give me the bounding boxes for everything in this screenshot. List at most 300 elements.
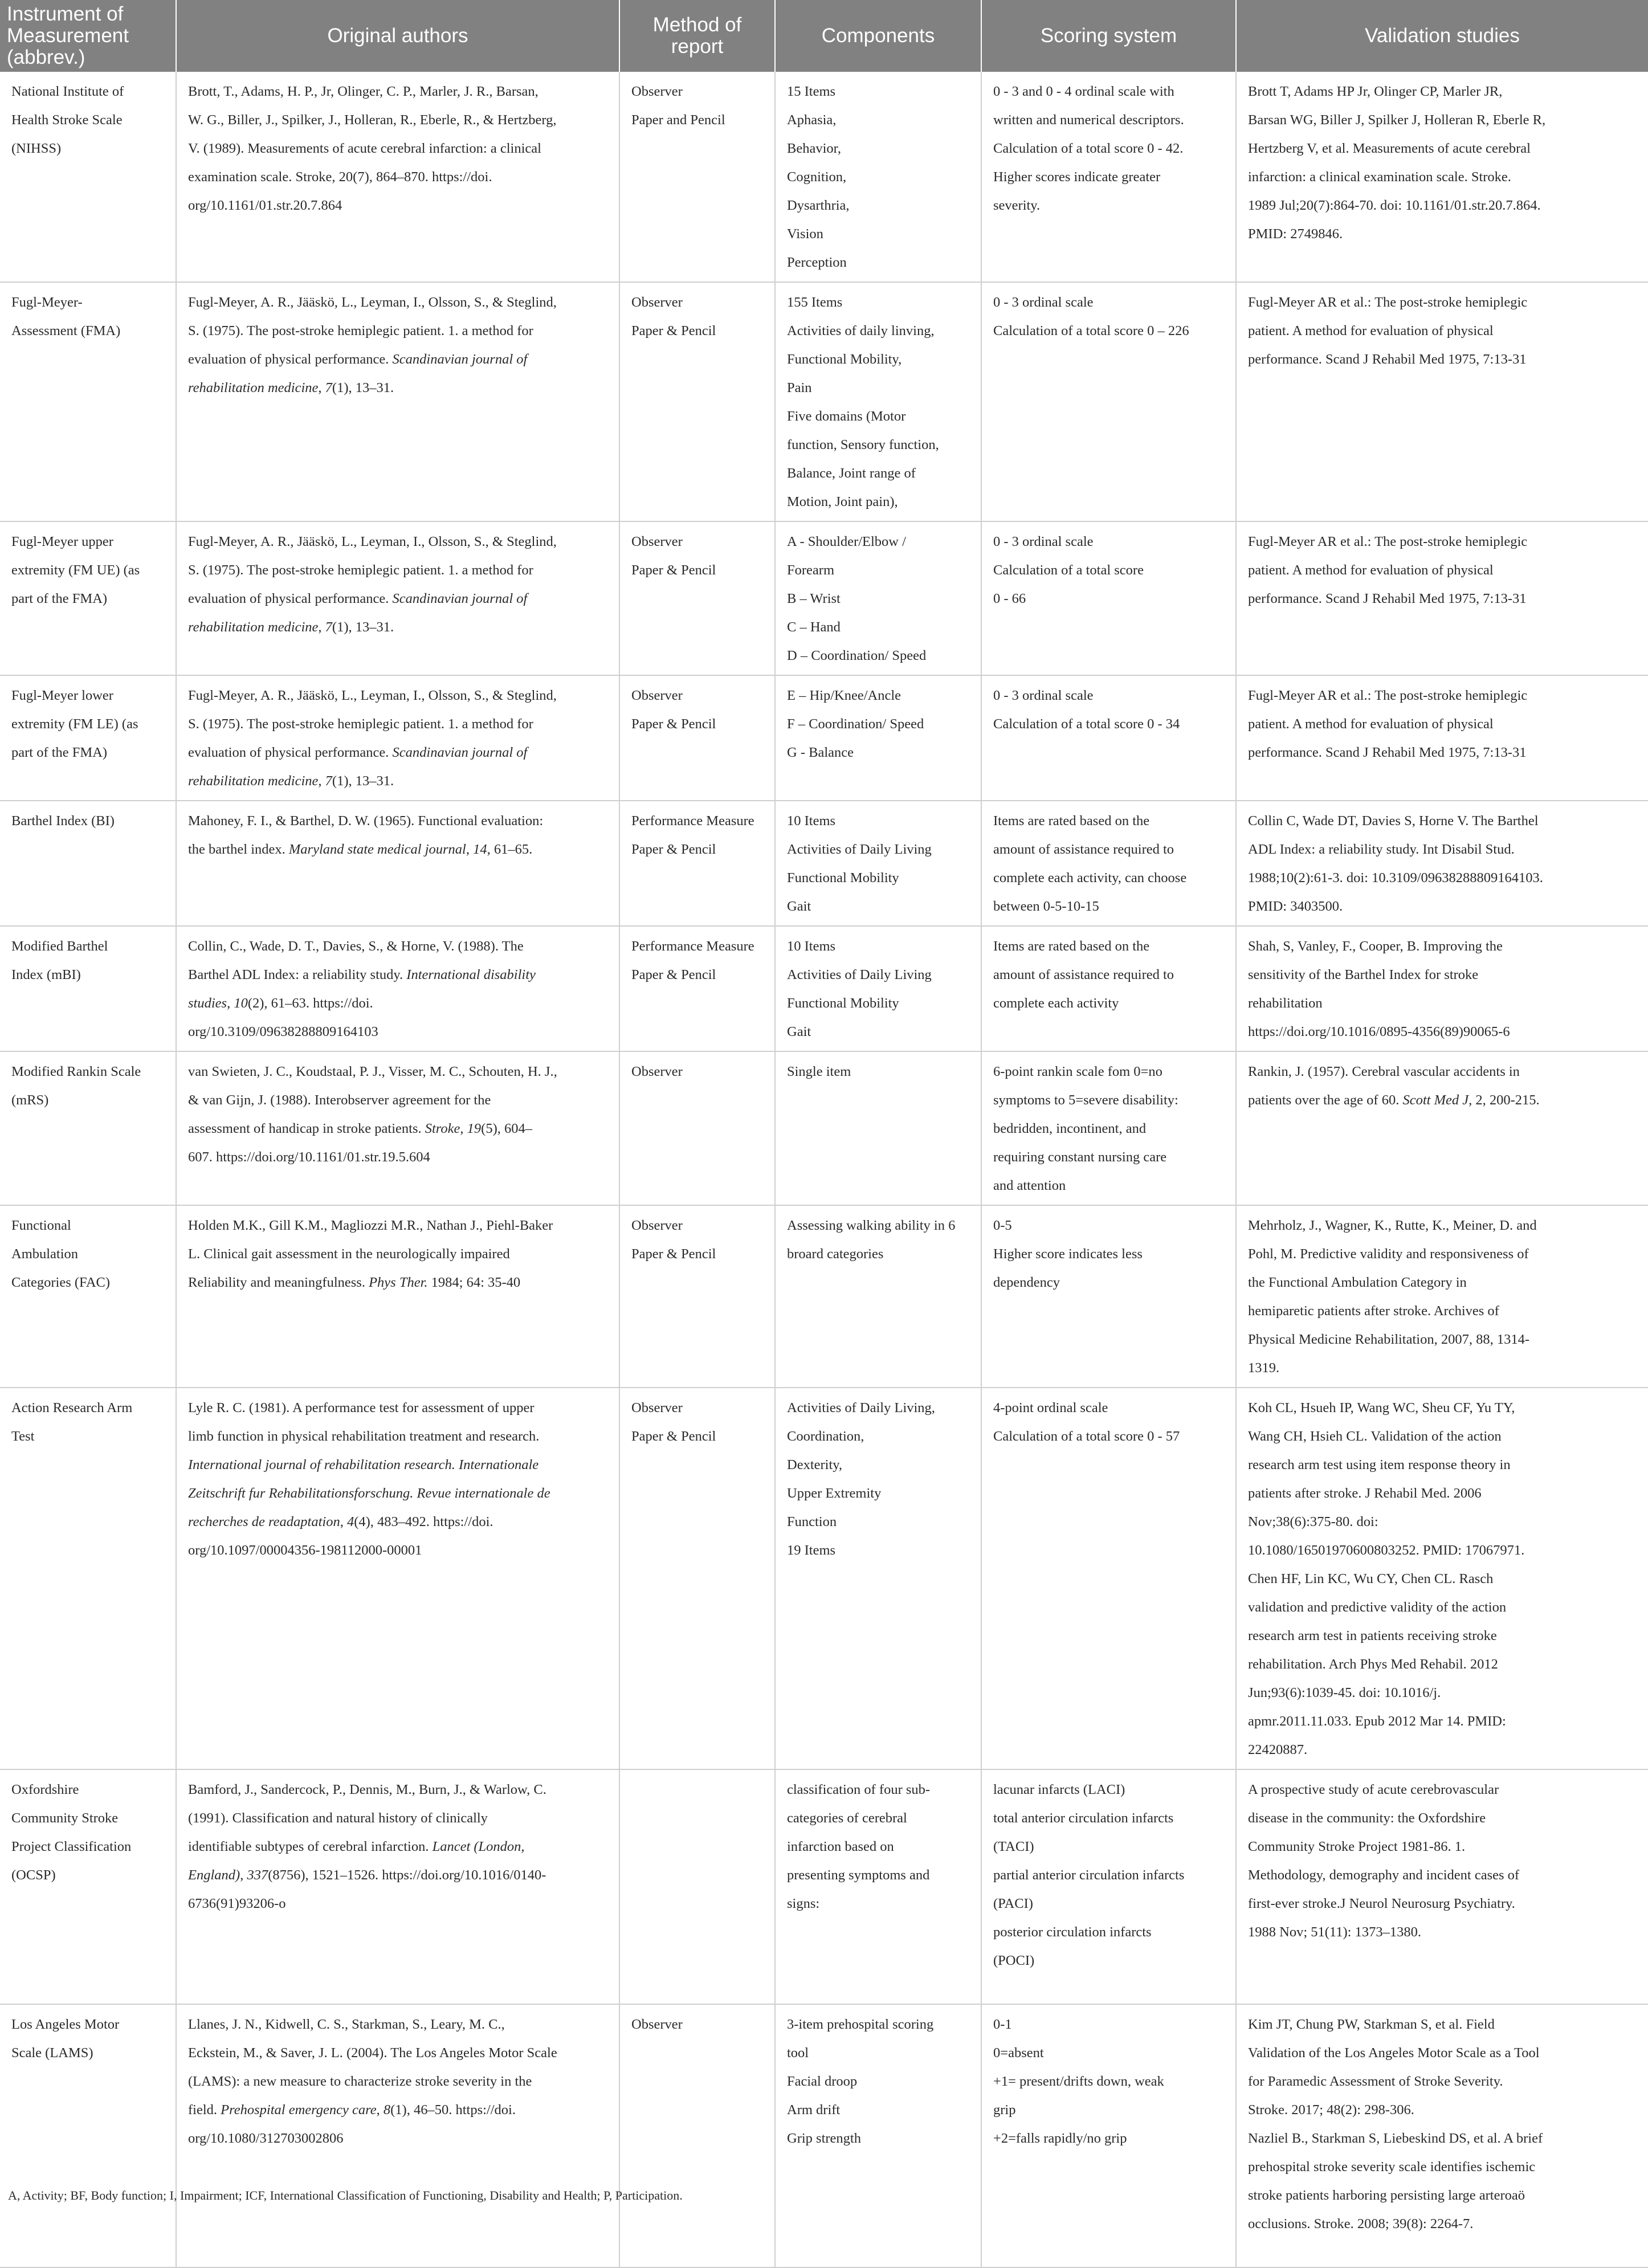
cell-scoring-system [981, 801, 1236, 926]
cell-line: Eckstein, M., & Saver, J. L. (2004). The Los Angeles Motor Scale [188, 2045, 557, 2061]
cell-line: Koh CL, Hsueh IP, Wang WC, Sheu CF, Yu TY, [1248, 1400, 1515, 1416]
cell-line: Jun;93(6):1039-45. doi: 10.1016/j. [1248, 1685, 1441, 1700]
cell-original-authors [176, 282, 619, 521]
cell-line: evaluation of physical performance. Scandinavian journal of [188, 745, 528, 760]
cell-line: PMID: 2749846. [1248, 226, 1343, 242]
cell-line: prehospital stroke severity scale identifies ischemic [1248, 2159, 1536, 2175]
cell-line: rehabilitation medicine, 7(1), 13–31. [188, 773, 394, 789]
cell-line: 155 Items [787, 295, 843, 310]
cell-line: Paper & Pencil [631, 1246, 716, 1262]
cell-method-of-report [619, 72, 775, 282]
cell-original-authors [176, 1769, 619, 2004]
cell-method-of-report [619, 521, 775, 675]
cell-line: S. (1975). The post-stroke hemiplegic patient. 1. a method for [188, 716, 533, 732]
cell-line: Validation of the Los Angeles Motor Scale as a Tool [1248, 2045, 1540, 2061]
cell-line: Mahoney, F. I., & Barthel, D. W. (1965). Functional evaluation: [188, 813, 544, 829]
cell-components [775, 1769, 981, 2004]
cell-line: Stroke. 2017; 48(2): 298-306. [1248, 2102, 1414, 2118]
cell-method-of-report [619, 926, 775, 1051]
cell-line: van Swieten, J. C., Koudstaal, P. J., Visser, M. C., Schouten, H. J., [188, 1064, 557, 1079]
cell-line: Fugl-Meyer upper [11, 534, 113, 549]
header-method-of-report: Method of report [619, 0, 775, 72]
cell-line: 22420887. [1248, 1742, 1308, 1757]
cell-line: Bamford, J., Sandercock, P., Dennis, M., Burn, J., & Warlow, C. [188, 1782, 546, 1797]
cell-line: function, Sensory function, [787, 437, 939, 452]
cell-validation-studies [1236, 675, 1648, 801]
cell-method-of-report [619, 282, 775, 521]
cell-line: 0 - 3 ordinal scale [993, 295, 1094, 310]
cell-line: Performance Measure [631, 939, 754, 954]
cell-line: evaluation of physical performance. Scandinavian journal of [188, 352, 528, 367]
cell-line: ADL Index: a reliability study. Int Disabil Stud. [1248, 842, 1515, 857]
cell-line: patient. A method for evaluation of physical [1248, 562, 1494, 578]
cell-line: Kim JT, Chung PW, Starkman S, et al. Field [1248, 2017, 1495, 2032]
cell-line: posterior circulation infarcts [993, 1924, 1152, 1940]
cell-line: Five domains (Motor [787, 409, 906, 424]
cell-line: Paper & Pencil [631, 562, 716, 578]
cell-line: Observer [631, 534, 683, 549]
cell-line: hemiparetic patients after stroke. Archives of [1248, 1303, 1499, 1319]
cell-line: Forearm [787, 562, 834, 578]
table-row [0, 521, 1648, 675]
cell-line: Activities of Daily Living [787, 842, 932, 857]
cell-line: patients over the age of 60. Scott Med J, 2, 200-215. [1248, 1092, 1540, 1108]
cell-line: patient. A method for evaluation of physical [1248, 323, 1494, 338]
cell-line: 6736(91)93206-o [188, 1896, 286, 1911]
cell-original-authors [176, 2004, 619, 2267]
cell-line: 6-point rankin scale fom 0=no [993, 1064, 1162, 1079]
cell-line: Collin C, Wade DT, Davies S, Horne V. The Barthel [1248, 813, 1539, 829]
cell-line: validation and predictive validity of the action [1248, 1600, 1507, 1615]
cell-validation-studies [1236, 72, 1648, 282]
cell-line: amount of assistance required to [993, 967, 1174, 982]
cell-instrument [0, 1388, 176, 1769]
cell-line: org/10.3109/09638288809164103 [188, 1024, 378, 1039]
cell-scoring-system [981, 72, 1236, 282]
cell-line: complete each activity [993, 996, 1119, 1011]
cell-line: 10.1080/16501970600803252. PMID: 17067971. [1248, 1543, 1525, 1558]
cell-line: sensitivity of the Barthel Index for stroke [1248, 967, 1479, 982]
cell-line: 4-point ordinal scale [993, 1400, 1108, 1416]
cell-line: limb function in physical rehabilitation treatment and research. [188, 1429, 540, 1444]
cell-line: Nov;38(6):375-80. doi: [1248, 1514, 1378, 1529]
cell-line: bedridden, incontinent, and [993, 1121, 1147, 1136]
cell-line: classification of four sub- [787, 1782, 931, 1797]
cell-line: Fugl-Meyer, A. R., Jääskö, L., Leyman, I., Olsson, S., & Steglind, [188, 534, 557, 549]
cell-line: Activities of Daily Living [787, 967, 932, 982]
cell-line: Activities of Daily Living, [787, 1400, 935, 1416]
cell-line: A - Shoulder/Elbow / [787, 534, 906, 549]
cell-line: Ambulation [11, 1246, 79, 1262]
cell-line: Llanes, J. N., Kidwell, C. S., Starkman, S., Leary, M. C., [188, 2017, 505, 2032]
cell-line: Paper & Pencil [631, 1429, 716, 1444]
cell-line: performance. Scand J Rehabil Med 1975, 7:13-31 [1248, 591, 1527, 606]
cell-instrument [0, 1205, 176, 1388]
cell-line: extremity (FM LE) (as [11, 716, 138, 732]
cell-instrument [0, 1051, 176, 1205]
cell-line: performance. Scand J Rehabil Med 1975, 7:13-31 [1248, 352, 1527, 367]
cell-line: assessment of handicap in stroke patients. Stroke, 19(5), 604– [188, 1121, 532, 1136]
cell-line: Zeitschrift fur Rehabilitationsforschung. Revue internationale de [188, 1486, 550, 1501]
cell-line: Motion, Joint pain), [787, 494, 898, 509]
cell-line: Collin, C., Wade, D. T., Davies, S., & Horne, V. (1988). The [188, 939, 524, 954]
cell-line: Fugl-Meyer AR et al.: The post-stroke hemiplegic [1248, 295, 1528, 310]
cell-line: Modified Barthel [11, 939, 108, 954]
cell-line: L. Clinical gait assessment in the neurologically impaired [188, 1246, 510, 1262]
cell-method-of-report [619, 2004, 775, 2267]
cell-line: +1= present/drifts down, weak [993, 2074, 1164, 2089]
cell-line: categories of cerebral [787, 1810, 907, 1826]
cell-instrument [0, 1769, 176, 2004]
cell-line: 0=absent [993, 2045, 1044, 2061]
cell-line: Chen HF, Lin KC, Wu CY, Chen CL. Rasch [1248, 1571, 1494, 1586]
cell-line: rehabilitation medicine, 7(1), 13–31. [188, 380, 394, 395]
cell-line: rehabilitation medicine, 7(1), 13–31. [188, 619, 394, 635]
cell-method-of-report [619, 1769, 775, 2004]
cell-line: symptoms to 5=severe disability: [993, 1092, 1178, 1108]
cell-line: Observer [631, 84, 683, 99]
cell-line: (POCI) [993, 1953, 1035, 1968]
cell-line: field. Prehospital emergency care, 8(1), 46–50. https://doi. [188, 2102, 516, 2118]
cell-line: Functional Mobility [787, 870, 899, 886]
cell-line: England), 337(8756), 1521–1526. https://doi.org/10.1016/0140- [188, 1867, 546, 1883]
cell-line: Categories (FAC) [11, 1275, 111, 1290]
cell-line: S. (1975). The post-stroke hemiplegic patient. 1. a method for [188, 562, 533, 578]
cell-line: (1991). Classification and natural history of clinically [188, 1810, 488, 1826]
cell-line: Grip strength [787, 2131, 861, 2146]
cell-line: Calculation of a total score [993, 562, 1144, 578]
cell-line: Test [11, 1429, 35, 1444]
cell-line: F – Coordination/ Speed [787, 716, 924, 732]
cell-line: D – Coordination/ Speed [787, 648, 927, 663]
cell-line: Barthel ADL Index: a reliability study. International disability [188, 967, 536, 982]
cell-line: and attention [993, 1178, 1066, 1193]
cell-line: Mehrholz, J., Wagner, K., Rutte, K., Meiner, D. and [1248, 1218, 1537, 1233]
cell-line: infarction based on [787, 1839, 894, 1854]
header-instrument: Instrument of Measurement (abbrev.) [0, 0, 176, 72]
cell-instrument [0, 801, 176, 926]
cell-line: rehabilitation. Arch Phys Med Rehabil. 2012 [1248, 1657, 1498, 1672]
cell-original-authors [176, 801, 619, 926]
cell-line: Fugl-Meyer AR et al.: The post-stroke hemiplegic [1248, 688, 1528, 703]
cell-line: Functional Mobility, [787, 352, 902, 367]
cell-line: Fugl-Meyer, A. R., Jääskö, L., Leyman, I., Olsson, S., & Steglind, [188, 688, 557, 703]
cell-line: 0 - 66 [993, 591, 1026, 606]
cell-line: Holden M.K., Gill K.M., Magliozzi M.R., Nathan J., Piehl-Baker [188, 1218, 553, 1233]
cell-line: Health Stroke Scale [11, 112, 123, 128]
cell-line: Aphasia, [787, 112, 837, 128]
cell-line: Brott T, Adams HP Jr, Olinger CP, Marler JR, [1248, 84, 1503, 99]
table-row [0, 1051, 1648, 1205]
table-row [0, 282, 1648, 521]
cell-line: Community Stroke [11, 1810, 119, 1826]
cell-instrument [0, 926, 176, 1051]
cell-instrument [0, 2004, 176, 2267]
header-components: Components [775, 0, 981, 72]
cell-instrument [0, 282, 176, 521]
cell-line: Single item [787, 1064, 851, 1079]
cell-line: research arm test using item response theory in [1248, 1457, 1511, 1472]
cell-original-authors [176, 675, 619, 801]
cell-line: Observer [631, 1400, 683, 1416]
cell-line: disease in the community: the Oxfordshire [1248, 1810, 1486, 1826]
cell-line: Oxfordshire [11, 1782, 79, 1797]
cell-line: Observer [631, 688, 683, 703]
cell-line: Assessment (FMA) [11, 323, 121, 338]
cell-line: Brott, T., Adams, H. P., Jr, Olinger, C. P., Marler, J. R., Barsan, [188, 84, 539, 99]
cell-instrument [0, 675, 176, 801]
cell-line: G - Balance [787, 745, 854, 760]
cell-scoring-system [981, 1051, 1236, 1205]
cell-line: Behavior, [787, 141, 841, 156]
cell-line: +2=falls rapidly/no grip [993, 2131, 1127, 2146]
cell-line: National Institute of [11, 84, 124, 99]
cell-validation-studies [1236, 926, 1648, 1051]
cell-scoring-system [981, 926, 1236, 1051]
cell-line: severity. [993, 198, 1041, 213]
cell-scoring-system [981, 1388, 1236, 1769]
cell-line: for Paramedic Assessment of Stroke Severity. [1248, 2074, 1503, 2089]
cell-line: presenting symptoms and [787, 1867, 930, 1883]
cell-line: 0 - 3 ordinal scale [993, 534, 1094, 549]
cell-line: Upper Extremity [787, 1486, 882, 1501]
cell-line: Physical Medicine Rehabilitation, 2007, 88, 1314- [1248, 1332, 1530, 1347]
cell-original-authors [176, 72, 619, 282]
cell-line: Fugl-Meyer, A. R., Jääskö, L., Leyman, I., Olsson, S., & Steglind, [188, 295, 557, 310]
cell-method-of-report [619, 1205, 775, 1388]
cell-line: Barsan WG, Biller J, Spilker J, Holleran R, Eberle R, [1248, 112, 1546, 128]
cell-line: Hertzberg V, et al. Measurements of acute cerebral [1248, 141, 1531, 156]
table-row [0, 1205, 1648, 1388]
cell-components [775, 282, 981, 521]
cell-components [775, 72, 981, 282]
cell-line: partial anterior circulation infarcts [993, 1867, 1185, 1883]
cell-line: patients after stroke. J Rehabil Med. 2006 [1248, 1486, 1482, 1501]
cell-method-of-report [619, 675, 775, 801]
cell-line: evaluation of physical performance. Scandinavian journal of [188, 591, 528, 606]
cell-line: 3-item prehospital scoring [787, 2017, 934, 2032]
cell-original-authors [176, 1051, 619, 1205]
table-body [0, 72, 1648, 2267]
cell-line: Cognition, [787, 169, 847, 185]
cell-line: Arm drift [787, 2102, 841, 2118]
table-row [0, 72, 1648, 282]
cell-line: Barthel Index (BI) [11, 813, 115, 829]
cell-line: Fugl-Meyer AR et al.: The post-stroke hemiplegic [1248, 534, 1528, 549]
cell-line: Paper and Pencil [631, 112, 725, 128]
cell-line: performance. Scand J Rehabil Med 1975, 7:13-31 [1248, 745, 1527, 760]
cell-line: Activities of daily linving, [787, 323, 935, 338]
cell-line: Items are rated based on the [993, 939, 1150, 954]
cell-line: Dexterity, [787, 1457, 843, 1472]
cell-line: Lyle R. C. (1981). A performance test for assessment of upper [188, 1400, 535, 1416]
cell-components [775, 2004, 981, 2267]
cell-line: C – Hand [787, 619, 841, 635]
cell-line: 10 Items [787, 939, 836, 954]
cell-method-of-report [619, 801, 775, 926]
cell-line: W. G., Biller, J., Spilker, J., Holleran, R., Eberle, R., & Hertzberg, [188, 112, 557, 128]
cell-line: studies, 10(2), 61–63. https://doi. [188, 996, 373, 1011]
cell-line: complete each activity, can choose [993, 870, 1187, 886]
cell-line: B – Wrist [787, 591, 841, 606]
cell-line: 0 - 3 ordinal scale [993, 688, 1094, 703]
cell-line: Shah, S, Vanley, F., Cooper, B. Improving the [1248, 939, 1503, 954]
cell-scoring-system [981, 521, 1236, 675]
cell-line: Paper & Pencil [631, 842, 716, 857]
cell-line: & van Gijn, J. (1988). Interobserver agreement for the [188, 1092, 491, 1108]
cell-line: Observer [631, 2017, 683, 2032]
cell-line: identifiable subtypes of cerebral infarction. Lancet (London, [188, 1839, 525, 1854]
cell-line: 10 Items [787, 813, 836, 829]
cell-line: tool [787, 2045, 809, 2061]
cell-line: 0-1 [993, 2017, 1012, 2032]
cell-line: E – Hip/Knee/Ancle [787, 688, 901, 703]
cell-original-authors [176, 521, 619, 675]
cell-line: 19 Items [787, 1543, 836, 1558]
cell-components [775, 675, 981, 801]
cell-original-authors [176, 1388, 619, 1769]
cell-line: Los Angeles Motor [11, 2017, 120, 2032]
cell-line: Facial droop [787, 2074, 858, 2089]
cell-line: (TACI) [993, 1839, 1034, 1854]
cell-line: Fugl-Meyer lower [11, 688, 113, 703]
cell-instrument [0, 72, 176, 282]
cell-line: (OCSP) [11, 1867, 56, 1883]
cell-line: Action Research Arm [11, 1400, 133, 1416]
cell-line: Calculation of a total score 0 - 57 [993, 1429, 1180, 1444]
cell-line: extremity (FM UE) (as [11, 562, 140, 578]
cell-validation-studies [1236, 521, 1648, 675]
cell-line: Balance, Joint range of [787, 466, 916, 481]
cell-line: dependency [993, 1275, 1060, 1290]
cell-line: Project Classification [11, 1839, 132, 1854]
cell-line: Modified Rankin Scale [11, 1064, 141, 1079]
table-row [0, 926, 1648, 1051]
cell-line: lacunar infarcts (LACI) [993, 1782, 1125, 1797]
table-row [0, 675, 1648, 801]
cell-line: Dysarthria, [787, 198, 850, 213]
cell-scoring-system [981, 2004, 1236, 2267]
cell-line: Scale (LAMS) [11, 2045, 93, 2061]
cell-line: recherches de readaptation, 4(4), 483–492. https://doi. [188, 1514, 493, 1529]
cell-validation-studies [1236, 1769, 1648, 2004]
cell-line: part of the FMA) [11, 591, 108, 606]
cell-line: Observer [631, 295, 683, 310]
cell-original-authors [176, 1205, 619, 1388]
header-row [0, 0, 1648, 72]
cell-line: Higher score indicates less [993, 1246, 1143, 1262]
cell-line: org/10.1097/00004356-198112000-00001 [188, 1543, 422, 1558]
cell-line: Observer [631, 1064, 683, 1079]
cell-line: (LAMS): a new measure to characterize stroke severity in the [188, 2074, 532, 2089]
cell-validation-studies [1236, 801, 1648, 926]
cell-line: International journal of rehabilitation research. Internationale [188, 1457, 539, 1472]
cell-line: Calculation of a total score 0 – 226 [993, 323, 1189, 338]
cell-line: Pain [787, 380, 812, 395]
cell-line: the Functional Ambulation Category in [1248, 1275, 1467, 1290]
cell-scoring-system [981, 675, 1236, 801]
cell-line: (PACI) [993, 1896, 1033, 1911]
cell-line: Perception [787, 255, 847, 270]
cell-line: Reliability and meaningfulness. Phys Ther. 1984; 64: 35-40 [188, 1275, 521, 1290]
cell-validation-studies [1236, 282, 1648, 521]
cell-instrument [0, 521, 176, 675]
cell-validation-studies [1236, 1051, 1648, 1205]
cell-line: Nazliel B., Starkman S, Liebeskind DS, et al. A brief [1248, 2131, 1543, 2146]
table-row [0, 2004, 1648, 2267]
cell-line: signs: [787, 1896, 820, 1911]
cell-line: apmr.2011.11.033. Epub 2012 Mar 14. PMID: [1248, 1714, 1506, 1729]
cell-components [775, 521, 981, 675]
cell-line: Community Stroke Project 1981-86. 1. [1248, 1839, 1466, 1854]
cell-line: 1988;10(2):61-3. doi: 10.3109/09638288809164103. [1248, 870, 1543, 886]
cell-line: examination scale. Stroke, 20(7), 864–870. https://doi. [188, 169, 492, 185]
table-row [0, 801, 1648, 926]
cell-line: occlusions. Stroke. 2008; 39(8): 2264-7. [1248, 2216, 1474, 2232]
cell-line: Methodology, demography and incident cases of [1248, 1867, 1520, 1883]
cell-line: (mRS) [11, 1092, 49, 1108]
cell-line: 1988 Nov; 51(11): 1373–1380. [1248, 1924, 1421, 1940]
cell-line: Higher scores indicate greater [993, 169, 1161, 185]
cell-line: Gait [787, 899, 811, 914]
header-original-authors: Original authors [176, 0, 619, 72]
cell-line: written and numerical descriptors. [993, 112, 1184, 128]
cell-components [775, 1388, 981, 1769]
cell-line: Calculation of a total score 0 - 34 [993, 716, 1180, 732]
cell-line: Rankin, J. (1957). Cerebral vascular accidents in [1248, 1064, 1520, 1079]
cell-line: PMID: 3403500. [1248, 899, 1343, 914]
cell-validation-studies [1236, 2004, 1648, 2267]
table-row [0, 1388, 1648, 1769]
cell-line: Index (mBI) [11, 967, 81, 982]
cell-scoring-system [981, 1769, 1236, 2004]
cell-line: Paper & Pencil [631, 716, 716, 732]
cell-line: Calculation of a total score 0 - 42. [993, 141, 1184, 156]
header-validation-studies: Validation studies [1236, 0, 1648, 72]
cell-line: rehabilitation [1248, 996, 1323, 1011]
cell-line: Paper & Pencil [631, 323, 716, 338]
cell-line: the barthel index. Maryland state medical journal, 14, 61–65. [188, 842, 533, 857]
cell-components [775, 926, 981, 1051]
cell-line: Gait [787, 1024, 811, 1039]
cell-line: S. (1975). The post-stroke hemiplegic patient. 1. a method for [188, 323, 533, 338]
cell-line: total anterior circulation infarcts [993, 1810, 1174, 1826]
cell-line: 1319. [1248, 1360, 1280, 1376]
cell-line: broard categories [787, 1246, 884, 1262]
cell-line: 15 Items [787, 84, 836, 99]
cell-line: Pohl, M. Predictive validity and responsiveness of [1248, 1246, 1529, 1262]
cell-line: Paper & Pencil [631, 967, 716, 982]
cell-line: Fugl-Meyer- [11, 295, 83, 310]
cell-original-authors [176, 926, 619, 1051]
cell-line: (NIHSS) [11, 141, 62, 156]
table-footnote: A, Activity; BF, Body function; I, Impairment; ICF, International Classification of Functioning, Disability and Health; P, Participation. [8, 2188, 683, 2202]
cell-line: org/10.1161/01.str.20.7.864 [188, 198, 342, 213]
cell-line: A prospective study of acute cerebrovascular [1248, 1782, 1499, 1797]
cell-line: Functional [11, 1218, 71, 1233]
cell-line: 1989 Jul;20(7):864-70. doi: 10.1161/01.str.20.7.864. [1248, 198, 1541, 213]
cell-scoring-system [981, 1205, 1236, 1388]
cell-line: between 0-5-10-15 [993, 899, 1099, 914]
cell-method-of-report [619, 1388, 775, 1769]
cell-line: requiring constant nursing care [993, 1149, 1167, 1165]
cell-scoring-system [981, 282, 1236, 521]
cell-line: Assessing walking ability in 6 [787, 1218, 956, 1233]
cell-components [775, 1205, 981, 1388]
cell-line: V. (1989). Measurements of acute cerebral infarction: a clinical [188, 141, 541, 156]
cell-validation-studies [1236, 1205, 1648, 1388]
cell-line: part of the FMA) [11, 745, 108, 760]
